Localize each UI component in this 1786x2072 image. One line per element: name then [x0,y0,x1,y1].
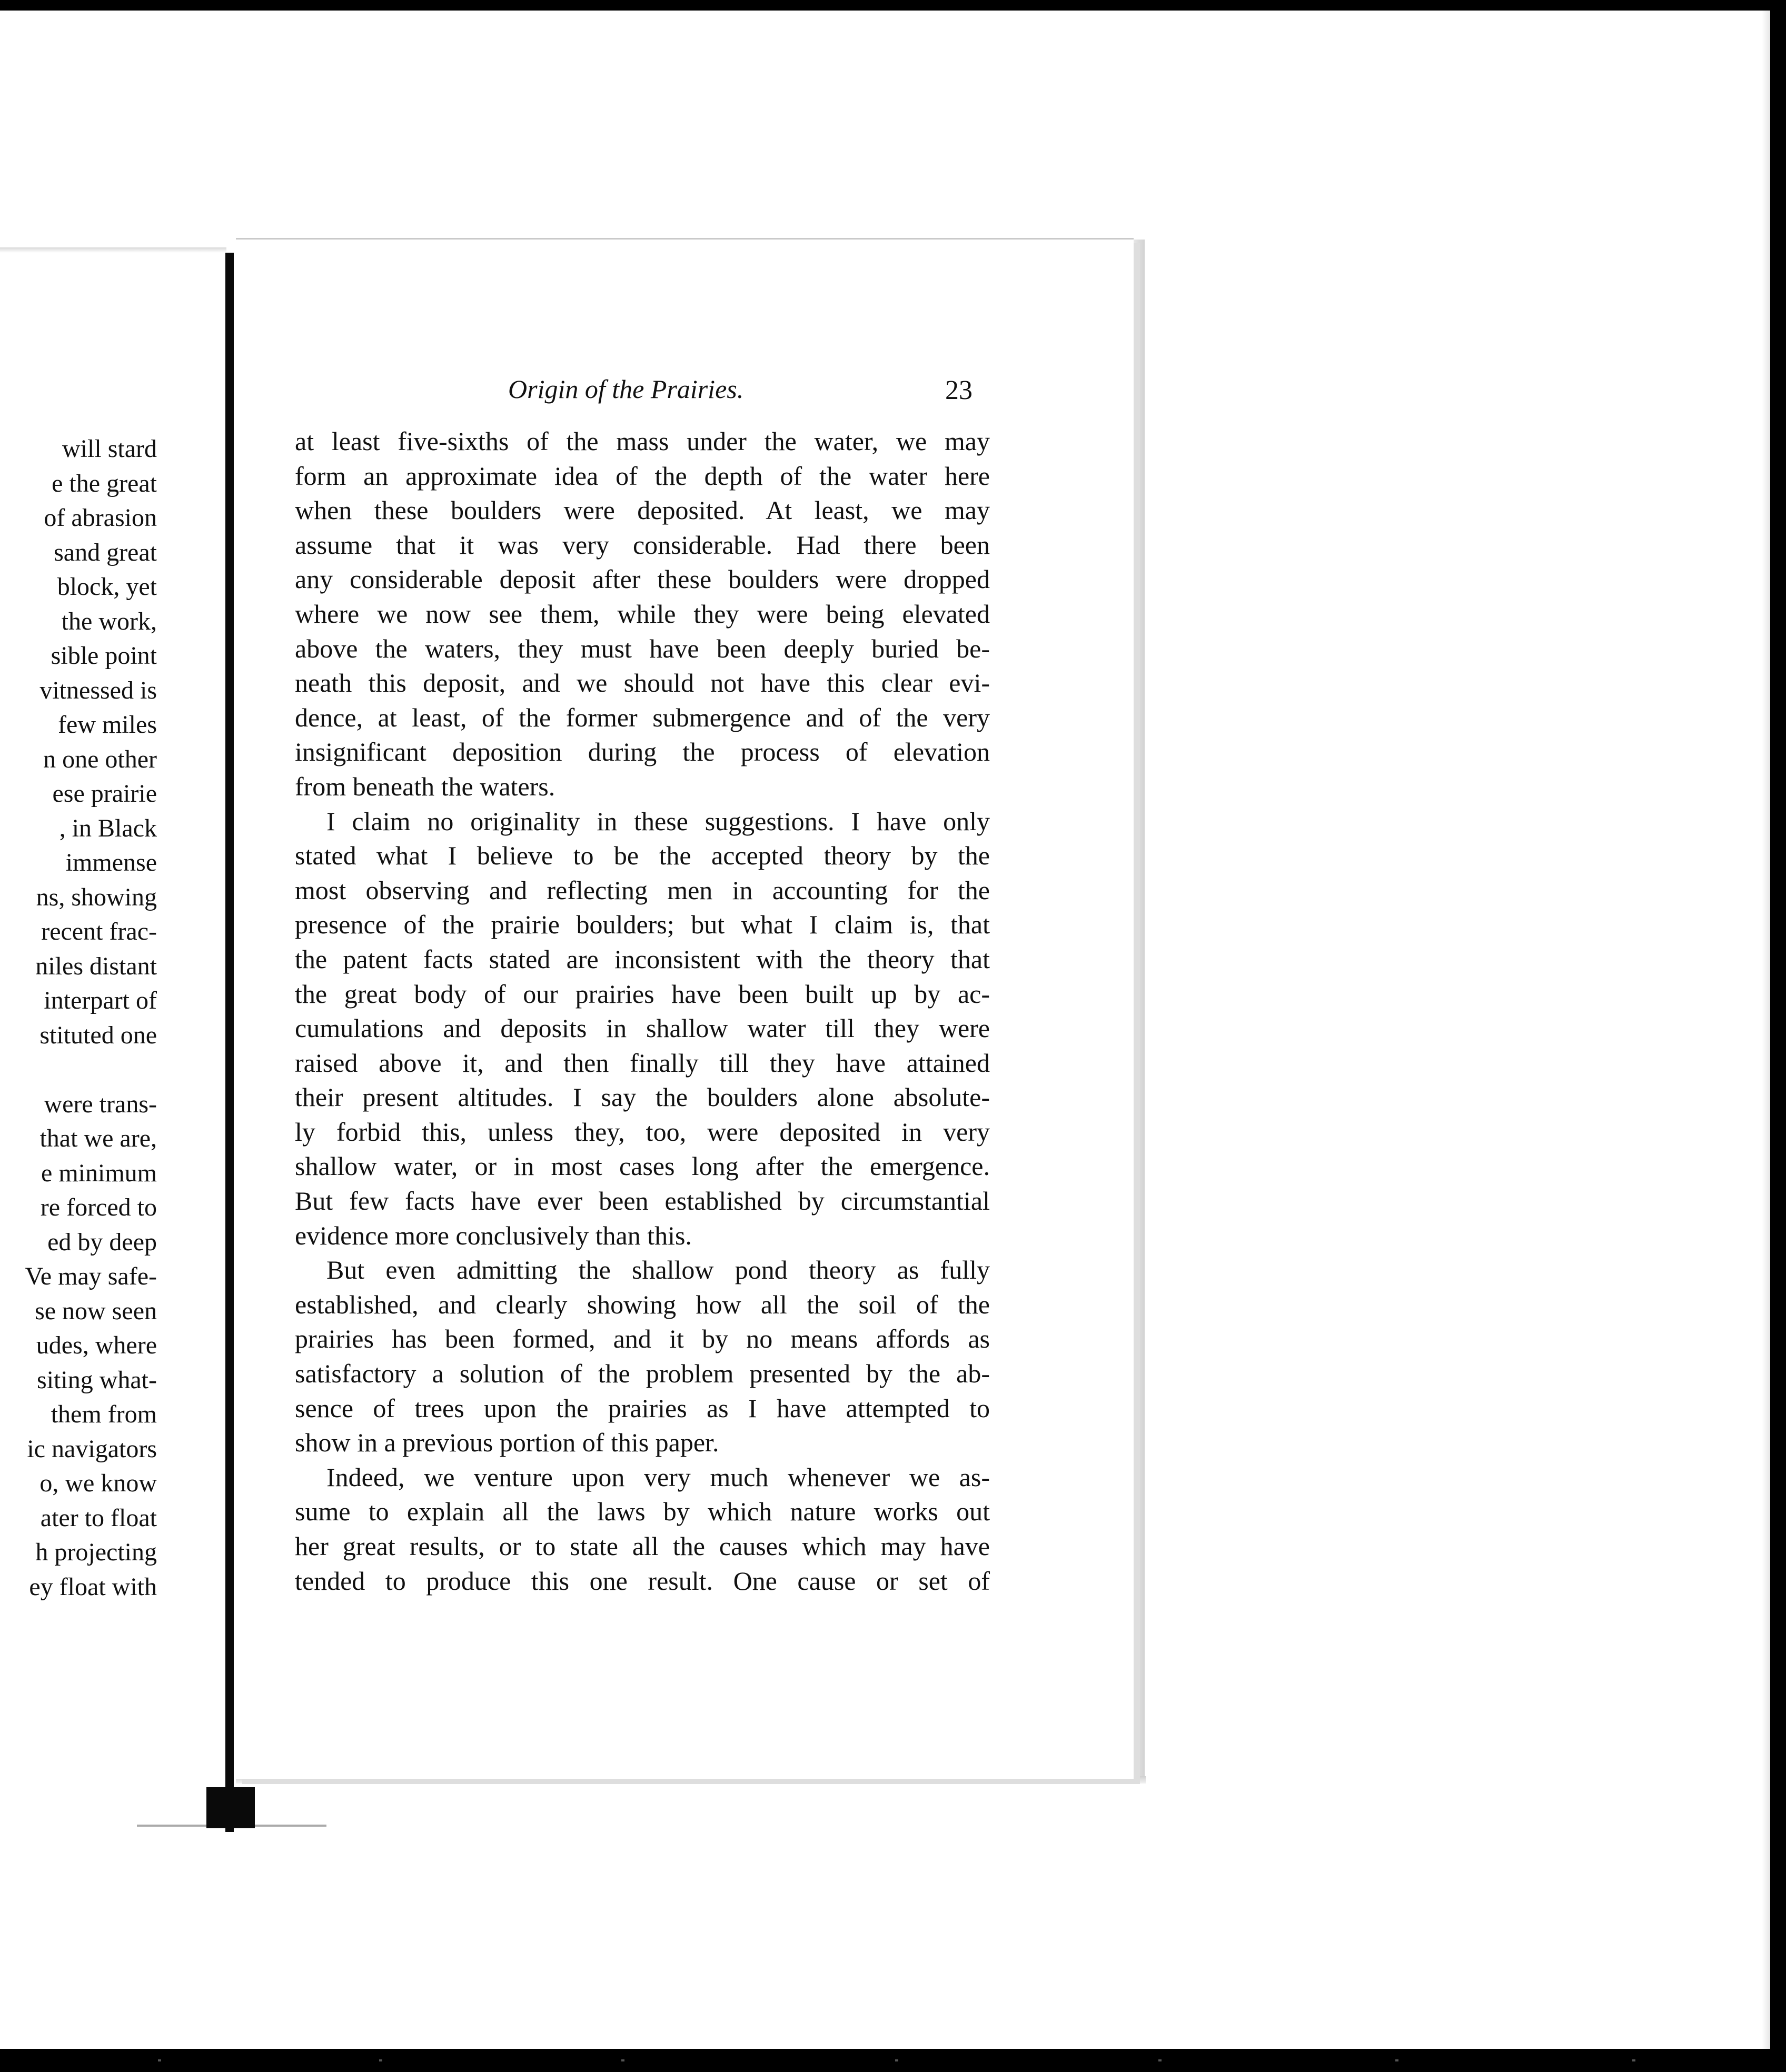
left-page-line: the work, [61,607,157,635]
body-line: any considerable deposit after these boulders were dropped [295,564,990,594]
left-page-line: e minimum [41,1159,157,1187]
body-line: sume to explain all the laws by which nature works out [295,1497,990,1527]
body-line: evidence more conclusively than this. [295,1220,692,1250]
page-number: 23 [945,375,973,405]
body-line: But few facts have ever been established by circumstantial [295,1186,990,1216]
left-page-line: Ve may safe- [25,1262,157,1290]
left-page-line: ese prairie [52,780,157,808]
scan-border-right [1770,0,1786,2072]
scan-speck [158,2059,161,2061]
left-page-line: vitnessed is [39,676,157,704]
body-line: from beneath the waters. [295,771,555,801]
left-page-line: e the great [52,469,157,497]
left-page-line: h projecting [35,1538,157,1566]
left-page-text [25,432,157,1604]
body-line: insignificant deposition during the process of elevation [295,737,990,767]
left-page-line: block, yet [57,573,157,601]
body-line: established, and clearly showing how all the soil of the [295,1289,990,1319]
scan-speck [379,2059,382,2061]
body-line: most observing and reflecting men in accounting for the [295,875,990,905]
spine-foot-block [206,1787,255,1828]
left-page-line: sible point [51,642,157,670]
body-line: cumulations and deposits in shallow water till they were [295,1013,990,1043]
scan-speck [1632,2059,1635,2061]
left-page-line: that we are, [39,1124,157,1152]
scan-speck [1395,2059,1398,2061]
left-page-line: recent frac- [41,918,157,945]
body-line: the great body of our prairies have been built up by ac- [295,979,990,1009]
body-line: Indeed, we venture upon very much whenever we as- [326,1462,990,1492]
body-line: ly forbid this, unless they, too, were deposited in very [295,1117,990,1147]
body-line: I claim no originality in these suggestions. I have only [326,806,990,836]
left-page-line: them from [51,1400,157,1428]
scan-border-top [0,0,1786,11]
left-page-line: ed by deep [47,1228,157,1256]
scan-speck [621,2059,624,2061]
page-body-text [295,424,990,1598]
body-line: at least five-sixths of the mass under the water, we may [295,426,990,456]
scan-border-right-shadow [1762,11,1770,2053]
right-page-edge [1132,240,1145,1777]
body-line: presence of the prairie boulders; but what I claim is, that [295,910,990,940]
left-page-line: o, we know [39,1469,157,1497]
left-page-line: niles distant [35,952,157,980]
body-line: form an approximate idea of the depth of the water here [295,461,990,491]
left-page-line: will stard [62,435,157,463]
left-page-line: udes, where [36,1331,157,1359]
body-line: when these boulders were deposited. At least, we may [295,495,990,525]
body-line: sence of trees upon the prairies as I have attempted to [295,1393,990,1423]
left-page-line: siting what- [37,1366,157,1394]
body-line: dence, at least, of the former submergence and of the very [295,702,990,732]
left-page-line: se now seen [35,1297,157,1325]
left-page-line: few miles [58,711,157,739]
body-line: above the waters, they must have been deeply buried be- [295,633,990,663]
scan-speck [895,2059,898,2061]
body-line: stated what I believe to be the accepted theory by the [295,841,990,871]
body-line: her great results, or to state all the causes which may have [295,1531,990,1561]
left-page-line: immense [65,849,157,876]
scan-speck [1158,2059,1162,2061]
body-line: prairies has been formed, and it by no means affords as [295,1324,990,1354]
left-page-line: were trans- [44,1090,157,1118]
body-line: neath this deposit, and we should not have this clear evi- [295,668,990,698]
left-page-line: ater to float [40,1503,157,1532]
left-page-line [25,1052,157,1087]
body-line: their present altitudes. I say the boulders alone absolute- [295,1082,990,1112]
book-spine [225,253,234,1832]
body-line: tended to produce this one result. One cause or set of [295,1566,990,1596]
running-head: Origin of the Prairies. [508,374,744,404]
body-line: satisfactory a solution of the problem presented by the ab- [295,1359,990,1389]
body-line: assume that it was very considerable. Had there been [295,530,990,560]
left-page-line: ns, showing [36,883,157,911]
left-page-line: ey float with [29,1572,157,1601]
body-line: raised above it, and then finally till they have attained [295,1048,990,1078]
left-page-line: ic navigators [27,1435,157,1463]
left-page-line: of abrasion [44,504,157,532]
left-page-line: stituted one [39,1021,157,1049]
body-line: where we now see them, while they were being elevated [295,599,990,629]
body-line: show in a previous portion of this paper. [295,1428,719,1458]
body-line: shallow water, or in most cases long after the emergence. [295,1151,990,1181]
body-line: the patent facts stated are inconsistent with the theory that [295,944,990,974]
left-page-line: re forced to [40,1193,157,1221]
left-page-top-shadow [0,247,226,253]
left-page-line: , in Black [59,814,157,842]
left-page-line: sand great [54,538,157,566]
left-facing-page [0,247,226,1758]
scan-border-bottom [0,2049,1786,2072]
left-page-line: n one other [43,745,157,773]
body-line: But even admitting the shallow pond theory as fully [326,1255,990,1285]
left-page-line: interpart of [44,987,157,1014]
